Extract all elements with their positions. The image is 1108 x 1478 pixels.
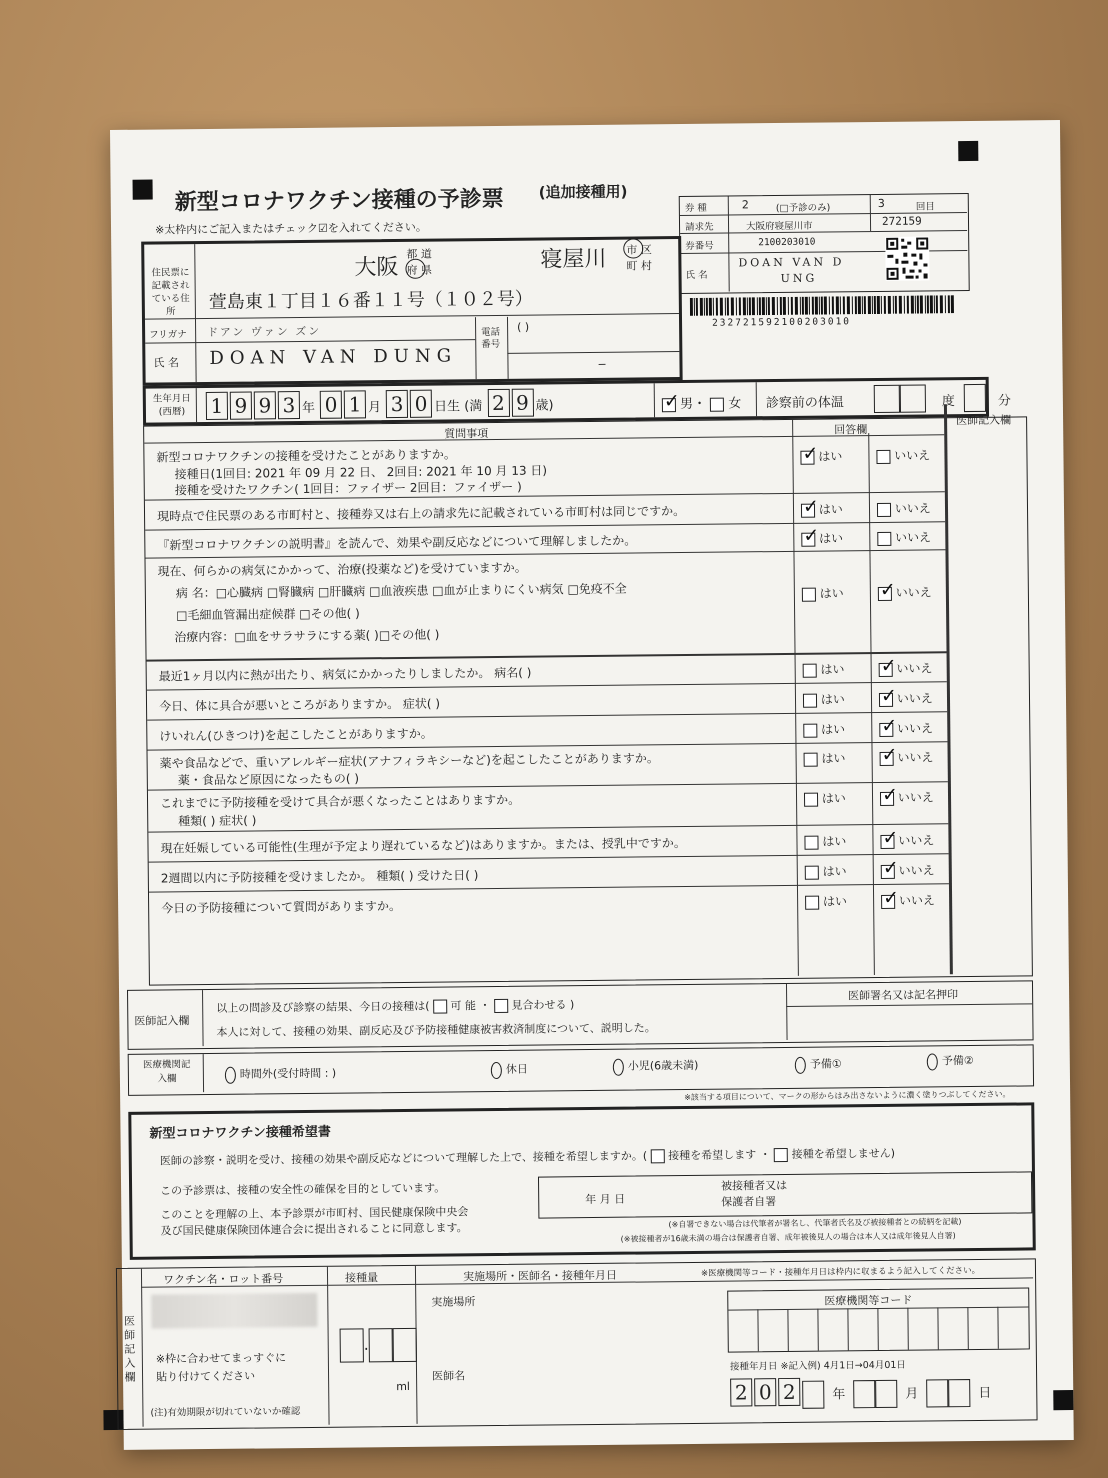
answer-yes (803, 720, 845, 737)
qr-code (885, 236, 929, 280)
answer-no-checkbox[interactable] (880, 791, 894, 805)
question-text-l1: 2週間以内に予防接種を受けましたか。 種類( ) 受けた日( ) (160, 868, 479, 886)
sticker-instruction-1: ※枠に合わせてまっすぐに (155, 1351, 287, 1366)
consent-question: 医師の診察・説明を受け、接種の効果や副反応などについて理解した上で、接種を希望しますか。( 接種を希望します ・ 接種を希望しません) (159, 1146, 896, 1168)
temperature-label: 診察前の体温 (765, 395, 844, 412)
furigana-label: フリガナ (149, 329, 187, 341)
form-title: 新型コロナワクチン接種の予診票 (174, 186, 504, 216)
birth-year-digit-2: 9 (254, 391, 276, 419)
answer-no (880, 831, 934, 849)
institution-code-cell[interactable] (908, 1307, 938, 1349)
vaccination-year-digit-0: 2 (730, 1378, 752, 1406)
personal-info-box (141, 236, 682, 386)
answer-no (880, 788, 934, 806)
ticket-number-label: 券番号 (685, 240, 714, 252)
institution-label: 医療機関記入欄 (142, 1059, 191, 1085)
answer-no-label: いいえ (890, 501, 931, 516)
answer-yes (802, 584, 844, 601)
institution-code-cell[interactable] (878, 1308, 908, 1350)
hold-label: 見合わせる ) (511, 998, 575, 1012)
ticket-kind-note: (□予診のみ) (775, 202, 831, 215)
question-text-l1: 新型コロナワクチンの接種を受けたことがありますか。 (156, 447, 456, 465)
ticket-box (679, 193, 970, 294)
birth-year-digit-1: 9 (230, 392, 252, 420)
answer-yes-label: はい (816, 692, 845, 707)
question-text-l2: 種類( ) 症状( ) (178, 813, 257, 829)
answer-yes (804, 749, 846, 766)
phone-label: 電話番号 (481, 326, 501, 351)
female-checkbox[interactable] (710, 397, 724, 411)
answer-no-checkbox[interactable] (879, 692, 893, 706)
address-street: 萱島東１丁目１６番１１号（１０２号） (208, 288, 533, 313)
institution-section (128, 1044, 1034, 1095)
answer-no (879, 719, 933, 737)
registration-mark-bottom-right (1053, 1390, 1073, 1410)
vaccine-lot-header: ワクチン名・ロット番号 (162, 1272, 284, 1287)
birth-month-digit-1: 1 (344, 390, 366, 418)
question-text-l1: けいれん(ひきつけ)を起こしたことがありますか。 (159, 726, 433, 744)
question-text-l1: 現在妊娠している可能性(生理が予定より遅れているなど)はありますか。または、授乳中ですか。 (160, 836, 686, 856)
birth-label: 生年月日 (西暦) (152, 393, 191, 418)
consent-title: 新型コロナワクチン接種希望書 (149, 1124, 331, 1142)
question-row (144, 436, 945, 500)
institution-code-cell[interactable] (788, 1309, 818, 1351)
answer-no (880, 748, 934, 766)
ticket-name-value-2: UNG (780, 271, 818, 285)
birth-year-digits[interactable] (206, 393, 302, 418)
answer-no (878, 583, 932, 601)
ticket-kind-label: 券 種 (684, 202, 707, 214)
ticket-name-value-1: DOAN VAN D (738, 255, 845, 270)
question-text-l1: 薬や食品などで、重いアレルギー症状(アナフィラキシーなど)を起こしたことがありますか。 (159, 751, 659, 771)
question-text-l1: 現時点で住民票のある市町村と、接種券又は右上の請求先に記載されている市町村は同じですか。 (156, 503, 686, 524)
question-text-l1: これまでに予防接種を受けて具合が悪くなったことはありますか。 (159, 792, 521, 811)
answer-no-label: いいえ (890, 448, 931, 463)
dose-unit: ml (396, 1379, 411, 1394)
vaccination-date-field[interactable]: 2 0 2 年 月 日 (730, 1376, 999, 1409)
answer-yes-checkbox[interactable] (803, 723, 817, 737)
answer-no-label: いいえ (893, 721, 934, 736)
answer-yes-checkbox[interactable] (800, 450, 814, 464)
answer-no-label: いいえ (895, 893, 936, 908)
answer-yes-checkbox[interactable] (803, 663, 817, 677)
birth-month-unit: 月 (367, 400, 382, 416)
answer-yes-label: はい (818, 834, 847, 849)
address-city-suffix-top: 市 区 (626, 243, 652, 257)
address-city: 寝屋川 (540, 246, 607, 273)
answer-no-label: いいえ (894, 833, 935, 848)
answer-no-checkbox[interactable] (877, 531, 891, 545)
institution-code-cell[interactable] (728, 1309, 758, 1351)
address-label: 住民票に記載されている住所 (151, 267, 190, 318)
answer-yes-checkbox[interactable] (804, 835, 818, 849)
gender-field (662, 392, 742, 412)
answer-yes-checkbox[interactable] (804, 792, 818, 806)
answer-no-checkbox[interactable] (879, 722, 893, 736)
question-text-l2: 薬・食品など原因になったもの( ) (177, 771, 360, 788)
registration-mark-top-right (958, 141, 978, 161)
consent-line2: この予診票は、接種の安全性の確保を目的としています。 (160, 1181, 446, 1198)
answer-yes-label: はい (817, 722, 846, 737)
temperature-unit-degree: 度 (941, 394, 955, 410)
answer-no (879, 659, 933, 677)
birth-month-digit-0: 0 (320, 391, 342, 419)
possible-label: 可 能 (450, 999, 477, 1013)
answer-yes (804, 789, 846, 806)
question-text-l1: 今日の予防接種について質問がありますか。 (161, 898, 401, 916)
answer-yes-label: はい (817, 751, 846, 766)
furigana-value: ドアン ヴァン ズン (207, 324, 322, 339)
claimant-label: 請求先 (684, 221, 714, 233)
question-text-l1: 『新型コロナワクチンの説明書』を読んで、効果や副反応などについて理解しましたか。 (157, 533, 637, 553)
address-pref-suffix-bottom: 府 県 (406, 263, 433, 277)
answer-yes (801, 500, 843, 517)
bottom-section (116, 1258, 1038, 1430)
birth-year-digit-0: 1 (206, 392, 228, 420)
dose-header: 接種量 (344, 1271, 379, 1285)
consent-line4: 及び国民健康保険団体連合会に提出されることに同意します。 (160, 1221, 468, 1238)
dose-field[interactable]: . (340, 1328, 417, 1363)
institution-code-cells[interactable] (728, 1306, 1028, 1351)
answer-yes (800, 447, 842, 464)
answer-no-checkbox[interactable] (876, 449, 890, 463)
question-text-l2: 病 名：□心臓病 □腎臓病 □肝臓病 □血液疾患 □血が止まりにくい病気 □免疫不全 (175, 581, 627, 601)
answer-no-checkbox[interactable] (881, 894, 895, 908)
consent-note-2: (※被接種者が16歳未満の場合は保護者自署、成年被後見人の場合は本人又は成年後見人自署) (620, 1231, 956, 1244)
consent-note-1: (※自署できない場合は代筆者が署名し、代筆者氏名及び被接種者との続柄を記載) (668, 1217, 962, 1230)
doctor-section-line2: 本人に対して、接種の効果、副反応及び予防接種健康被害救済制度について、説明した。 (216, 1021, 656, 1039)
institution-code-box (727, 1287, 1030, 1352)
answer-no-label: いいえ (891, 585, 932, 600)
question-text-l1: 最近1ヶ月以内に熱が出たり、病気にかかったりしましたか。 病名( ) (158, 665, 532, 684)
question-header: 質問事項 (444, 427, 489, 441)
instruction-text: ※太枠内にご記入またはチェック☑を入れてください。 (154, 220, 427, 237)
place-header-note: ※医療機関等コード・接種年月日は枠内に収まるよう記入してください。 (700, 1265, 981, 1279)
ticket-kind-value: 2 (741, 198, 749, 212)
vaccination-year-digit-2: 2 (778, 1378, 800, 1406)
answer-yes-label: はい (817, 791, 846, 806)
doctor-section (127, 980, 1034, 1049)
answer-yes-checkbox[interactable] (805, 895, 819, 909)
answer-yes (805, 862, 847, 879)
answer-no-label: いいえ (892, 661, 933, 676)
consent-section (128, 1102, 1036, 1259)
phone-value-top: ( ) (517, 320, 530, 334)
vaccination-form (110, 120, 1074, 1450)
doctor-section-label: 医師記入欄 (134, 1014, 190, 1028)
question-row (145, 550, 946, 660)
question-text-l1: 現在、何らかの病気にかかって、治療(投薬など)を受けていますか。 (157, 560, 527, 579)
answer-yes-checkbox[interactable] (805, 865, 819, 879)
registration-mark-top-left (133, 180, 153, 200)
answer-yes-checkbox[interactable] (804, 752, 818, 766)
doctor-header: 医師記入欄 (956, 413, 1012, 428)
place-header: 実施場所・医師名・接種年月日 (462, 1268, 618, 1284)
institution-code-cell[interactable] (998, 1306, 1028, 1348)
answer-yes (803, 660, 845, 677)
barcode (690, 295, 960, 316)
not-want-vaccination-checkbox[interactable] (774, 1148, 788, 1162)
consent-line3: このことを理解の上、本予診票が市町村、国民健康保険中央会 (160, 1205, 469, 1222)
claimant-value: 大阪府寝屋川市 (745, 220, 813, 233)
doctor-signature-label: 医師署名又は記名押印 (848, 988, 959, 1003)
answer-no-label: いいえ (893, 790, 934, 805)
ticket-count: 3 (877, 196, 885, 210)
answer-no-label: いいえ (893, 750, 934, 765)
want-label: 接種を希望します ・ (668, 1148, 771, 1163)
pref-circle-mark (405, 259, 425, 279)
answer-header: 回答欄 (834, 423, 868, 437)
answer-no-checkbox[interactable] (878, 586, 892, 600)
consent-signature-box[interactable] (538, 1171, 1032, 1218)
age-digit-1: 9 (511, 389, 533, 417)
answer-yes-checkbox[interactable] (803, 693, 817, 707)
name-label: 氏 名 (153, 356, 180, 370)
institution-code-cell[interactable] (938, 1307, 968, 1349)
claimant-code: 272159 (881, 214, 922, 228)
doctor-name-label: 医師名 (431, 1369, 466, 1383)
answer-yes (801, 529, 843, 546)
birth-year-digit-3: 3 (278, 391, 300, 419)
question-text-l1: 今日、体に具合が悪いところがありますか。 症状( ) (158, 696, 441, 714)
possible-checkbox[interactable] (433, 1000, 447, 1014)
birth-day-digits[interactable] (386, 391, 434, 417)
answer-no (881, 861, 935, 879)
question-table (143, 413, 1033, 985)
option-after-hours[interactable]: 時間外(受付時間 : ) (225, 1065, 336, 1084)
answer-yes-label: はい (818, 864, 847, 879)
birth-month-digits[interactable] (320, 392, 368, 417)
hold-checkbox[interactable] (494, 999, 508, 1013)
address-pref-suffix-top: 都 道 (406, 247, 432, 261)
institution-note: ※該当する項目について、マークの形からはみ出さないように濃く塗りつぶしてください。 (684, 1089, 1011, 1103)
answer-no (876, 446, 930, 464)
answer-yes-checkbox[interactable] (802, 587, 816, 601)
institution-code-cell[interactable] (758, 1309, 788, 1351)
institution-code-cell[interactable] (968, 1307, 998, 1349)
option-reserve-2[interactable]: 予備② (927, 1052, 974, 1070)
answer-yes-label: はい (814, 502, 843, 517)
question-text-l2: 接種日(1回目: 2021 年 09 月 22 日、 2回目: 2021 年 10 月 13 日) (174, 463, 548, 481)
institution-code-label: 医療機関等コード (824, 1293, 913, 1308)
answer-yes (805, 892, 847, 909)
temperature-field[interactable] (874, 384, 926, 413)
answer-yes-label: はい (814, 449, 843, 464)
sticker-instruction-2: 貼り付けてください (155, 1369, 256, 1384)
consent-signer-1: 被接種者又は (721, 1178, 788, 1193)
answer-no (877, 499, 931, 517)
birth-year-unit: 年 (301, 400, 316, 417)
question-text-l3: □毛細血管漏出症候群 □その他( ) (176, 606, 360, 623)
answer-no-label: いいえ (892, 691, 933, 706)
ticket-number-value: 2100203010 (758, 236, 816, 249)
ticket-name-label: 氏 名 (685, 269, 708, 281)
address-prefecture: 大阪 (354, 254, 399, 281)
answer-no (879, 689, 933, 707)
place-label: 実施場所 (431, 1295, 476, 1309)
answer-no-label: いいえ (891, 530, 932, 545)
barcode-number: 23272159210020301​0 (711, 316, 852, 329)
answer-no-checkbox[interactable] (879, 662, 893, 676)
answer-yes-label: はい (819, 894, 848, 909)
birth-day-digit-1: 0 (410, 390, 432, 418)
birth-day-digit-0: 3 (386, 390, 408, 418)
age-digit-0: 2 (487, 389, 509, 417)
answer-no-checkbox[interactable] (880, 751, 894, 765)
option-holiday[interactable]: 休日 (491, 1061, 528, 1079)
male-label: 男・ (679, 396, 707, 413)
answer-no-checkbox[interactable] (881, 864, 895, 878)
birth-fields (206, 388, 554, 420)
city-circle-mark (623, 238, 643, 258)
birth-day-unit: 日生 (満 (434, 399, 483, 415)
vaccination-date-label: 接種年月日 ※記入例) 4月1日→04月01日 (729, 1359, 906, 1373)
male-checkbox[interactable] (662, 398, 676, 412)
institution-code-cell[interactable] (848, 1308, 878, 1350)
answer-yes-label: はい (815, 586, 844, 601)
answer-yes (804, 832, 846, 849)
age-digits[interactable] (487, 390, 535, 416)
age-unit: 歳) (535, 398, 554, 414)
name-value: DOAN VAN DUNG (209, 345, 458, 369)
option-reserve-1[interactable]: 予備① (795, 1055, 842, 1073)
female-label: 女 (728, 396, 742, 412)
answer-no-checkbox[interactable] (877, 502, 891, 516)
doctor-section-line1: 以上の問診及び診察の結果、今日の接種は( 可 能 ・ 見合わせる ) (216, 998, 575, 1015)
answer-yes-checkbox[interactable] (801, 503, 815, 517)
answer-no-label: いいえ (894, 863, 935, 878)
not-want-label: 接種を希望しません) (791, 1146, 896, 1161)
answer-no (877, 528, 931, 546)
answer-no (881, 891, 935, 909)
answer-yes-label: はい (815, 531, 844, 546)
expiry-note: (注)有効期限が切れていないか確認 (150, 1406, 301, 1419)
address-city-suffix-bottom: 町 村 (626, 259, 653, 273)
answer-yes (803, 690, 845, 707)
answer-yes-checkbox[interactable] (801, 532, 815, 546)
form-subtitle: (追加接種用) (538, 182, 628, 202)
temperature-unit-minute: 分 (997, 393, 1011, 409)
question-text-l4: 治療内容：□血をサラサラにする薬( )□その他( ) (174, 627, 440, 645)
institution-code-cell[interactable] (818, 1308, 848, 1350)
ticket-count-unit: 回目 (915, 201, 935, 213)
temperature-decimal-field[interactable] (964, 384, 986, 412)
answer-yes-label: はい (816, 662, 845, 677)
vaccination-year-digit-1: 0 (754, 1378, 776, 1406)
phone-value-bottom: − (597, 357, 607, 371)
doctor-signature-field[interactable] (790, 1007, 1026, 1035)
answer-no-checkbox[interactable] (880, 834, 894, 848)
question-text-l3: 接種を受けたワクチン( 1回目：ファイザー 2回目：ファイザー ) (174, 480, 522, 498)
consent-date: 年 月 日 (585, 1192, 626, 1207)
lot-sticker-redacted (151, 1293, 317, 1329)
want-vaccination-checkbox[interactable] (651, 1149, 665, 1163)
bottom-side-label: 医師記入欄 (123, 1314, 136, 1384)
question-row (149, 884, 949, 922)
consent-signer-2: 保護者自署 (721, 1195, 777, 1209)
option-child[interactable]: 小児(6歳未満) (613, 1057, 699, 1075)
